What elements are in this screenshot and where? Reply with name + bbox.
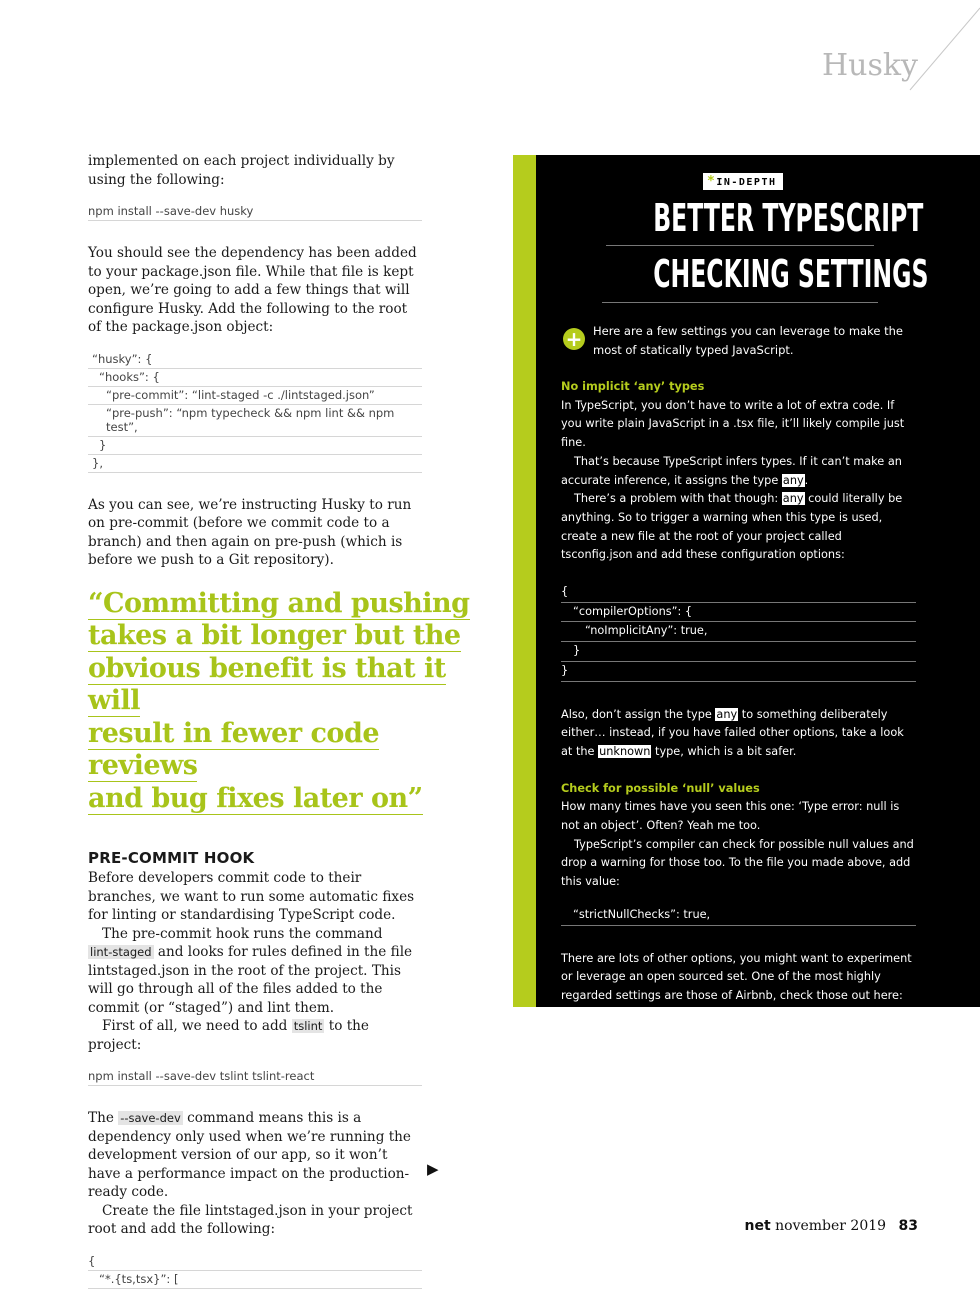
- type-highlight: any: [782, 492, 804, 506]
- box-paragraph: In TypeScript, you don’t have to write a lot of extra code. If you write plain JavaScript in a .tsx file, it’ll likely compile just fine.: [561, 398, 905, 450]
- text: .: [764, 1007, 769, 1021]
- code-line: “*.{ts,tsx}”: [: [88, 1271, 422, 1289]
- code-line: }: [561, 642, 916, 662]
- inline-code: --save-dev: [120, 1111, 181, 1125]
- box-paragraph: [561, 453, 916, 490]
- code-line: “noImplicitAny”: true,: [561, 622, 916, 642]
- code-line: npm install --save-dev husky: [88, 203, 422, 221]
- in-depth-badge: [703, 173, 783, 190]
- box-paragraph: How many times have you seen this one: ‘Type error: null is not an object’. Often? Yeah me too.: [561, 800, 900, 833]
- box-paragraph: [561, 706, 916, 762]
- plus-icon: +: [563, 328, 585, 350]
- paragraph: [88, 1202, 422, 1239]
- page-number: 83: [898, 1218, 918, 1234]
- text: The: [88, 1110, 114, 1126]
- text: Create the file lintstaged.json in your project root and add the following:: [88, 1202, 413, 1237]
- text: .: [804, 473, 809, 487]
- star-icon: *: [707, 174, 717, 189]
- paragraph: Before developers commit code to their branches, we want to run some automatic fixes for linting or standardising TypeScript code.: [88, 870, 415, 923]
- type-highlight: unknown: [599, 744, 651, 758]
- text: TypeScript’s compiler can check for possible null values and drop a warning for those too. To the file you made above, add this value:: [561, 837, 914, 889]
- code-line: “pre-push”: “npm typecheck && npm lint && npm test”,: [88, 405, 422, 437]
- inline-code: lint-staged: [90, 945, 152, 959]
- quote-line: result in fewer code reviews: [88, 717, 379, 781]
- text: and looks for rules defined in the file lintstaged.json in the root of the project. This will go through all of the files added to the commit (or “staged”) and lint them.: [88, 944, 413, 1016]
- paragraph: implemented on each project individually by using the following:: [88, 153, 395, 188]
- text: The pre-commit hook runs the command: [102, 925, 383, 942]
- corner-decoration: [900, 0, 980, 100]
- continue-arrow-icon: ▶: [427, 1160, 439, 1178]
- text: Also, don’t assign the type: [561, 707, 712, 721]
- code-line: npm install --save-dev tslint tslint-react: [88, 1068, 422, 1086]
- text: First of all, we need to add: [102, 1018, 288, 1034]
- code-block: [88, 1253, 422, 1289]
- text: to the project:: [88, 1018, 369, 1053]
- code-line: }: [561, 662, 916, 682]
- box-subhead: No implicit ‘any’ types: [561, 380, 705, 393]
- title-underline: [606, 245, 874, 246]
- issue-date: november 2019: [775, 1218, 887, 1234]
- subhead: PRE-COMMIT HOOK: [88, 849, 255, 867]
- box-stripe: [513, 155, 536, 1007]
- paragraph: [88, 1017, 422, 1054]
- code-line: }: [88, 437, 422, 455]
- quote-line: “Committing and pushing: [88, 587, 470, 619]
- code-line: {: [561, 583, 916, 603]
- type-highlight: any: [716, 707, 738, 721]
- paragraph: [88, 925, 422, 1018]
- box-title-line-2: CHECKING SETTINGS: [653, 252, 929, 296]
- quote-line: and bug fixes later on”: [88, 782, 423, 814]
- box-intro: Here are a few settings you can leverage to make the most of statically typed JavaScript.: [593, 324, 903, 357]
- box-paragraph: [561, 836, 916, 892]
- box-title-line-1: BETTER TYPESCRIPT: [653, 196, 924, 240]
- code-block: [88, 351, 422, 473]
- box-paragraph: [561, 950, 916, 1025]
- code-line: {: [88, 1253, 422, 1271]
- box-content: [561, 378, 916, 1024]
- left-column: [88, 150, 470, 1289]
- code-line: },: [88, 455, 422, 473]
- page-footer: [745, 1218, 918, 1234]
- pull-quote: [88, 588, 488, 816]
- box-subhead: Check for possible ‘null’ values: [561, 781, 760, 795]
- title-underline: [602, 302, 878, 303]
- badge-label: IN-DEPTH: [716, 177, 777, 188]
- text: There are lots of other options, you might want to experiment or leverage an open sourced set. One of the most highly regarded settings are those of Airbnb, check those out here:: [561, 951, 912, 1002]
- text: That’s because TypeScript infers types. If it can’t make an accurate inference, it assigns the type: [561, 454, 902, 487]
- text: to something deliberately either… instead, if you have failed other options, take a look at the: [561, 707, 904, 758]
- box-paragraph: [561, 490, 916, 565]
- code-line: “pre-commit”: “lint-staged -c ./lintstaged.json”: [88, 387, 422, 405]
- link[interactable]: https://github.com/airbnb/javascript: [561, 1007, 765, 1021]
- paragraph: You should see the dependency has been added to your package.json file. While that file is kept open, we’re going to add a few things that will configure Husky. Add the following to the root of the package.json object:: [88, 245, 417, 335]
- brand-logo: net: [744, 1218, 771, 1234]
- type-highlight: any: [782, 473, 804, 487]
- text: command means this is a dependency only used when we’re running the development version of our app, so it won’t have a performance impact on the production-ready code.: [88, 1110, 411, 1200]
- section-label: Husky: [821, 48, 918, 83]
- text: could literally be anything. So to trigger a warning when this type is used, create a new file at the root of your project called tsconfig.json and add these configuration options:: [561, 492, 903, 562]
- quote-line: takes a bit longer but the: [88, 620, 461, 651]
- inline-code: tslint: [293, 1019, 323, 1033]
- text: There’s a problem with that though:: [574, 492, 779, 506]
- paragraph: As you can see, we’re instructing Husky to run on pre-commit (before we commit code to a branch) and then again on pre-push (which is before we push to a Git repository).: [88, 496, 412, 568]
- code-line: “compilerOptions”: {: [561, 603, 916, 623]
- text: type, which is a bit safer.: [655, 744, 797, 758]
- code-line: “husky”: {: [88, 351, 422, 369]
- code-line: “hooks”: {: [88, 369, 422, 387]
- box-code-block: [561, 583, 916, 682]
- quote-line: obvious benefit is that it will: [88, 652, 446, 716]
- paragraph: [88, 1109, 422, 1202]
- code-line: “strictNullChecks”: true,: [561, 906, 916, 926]
